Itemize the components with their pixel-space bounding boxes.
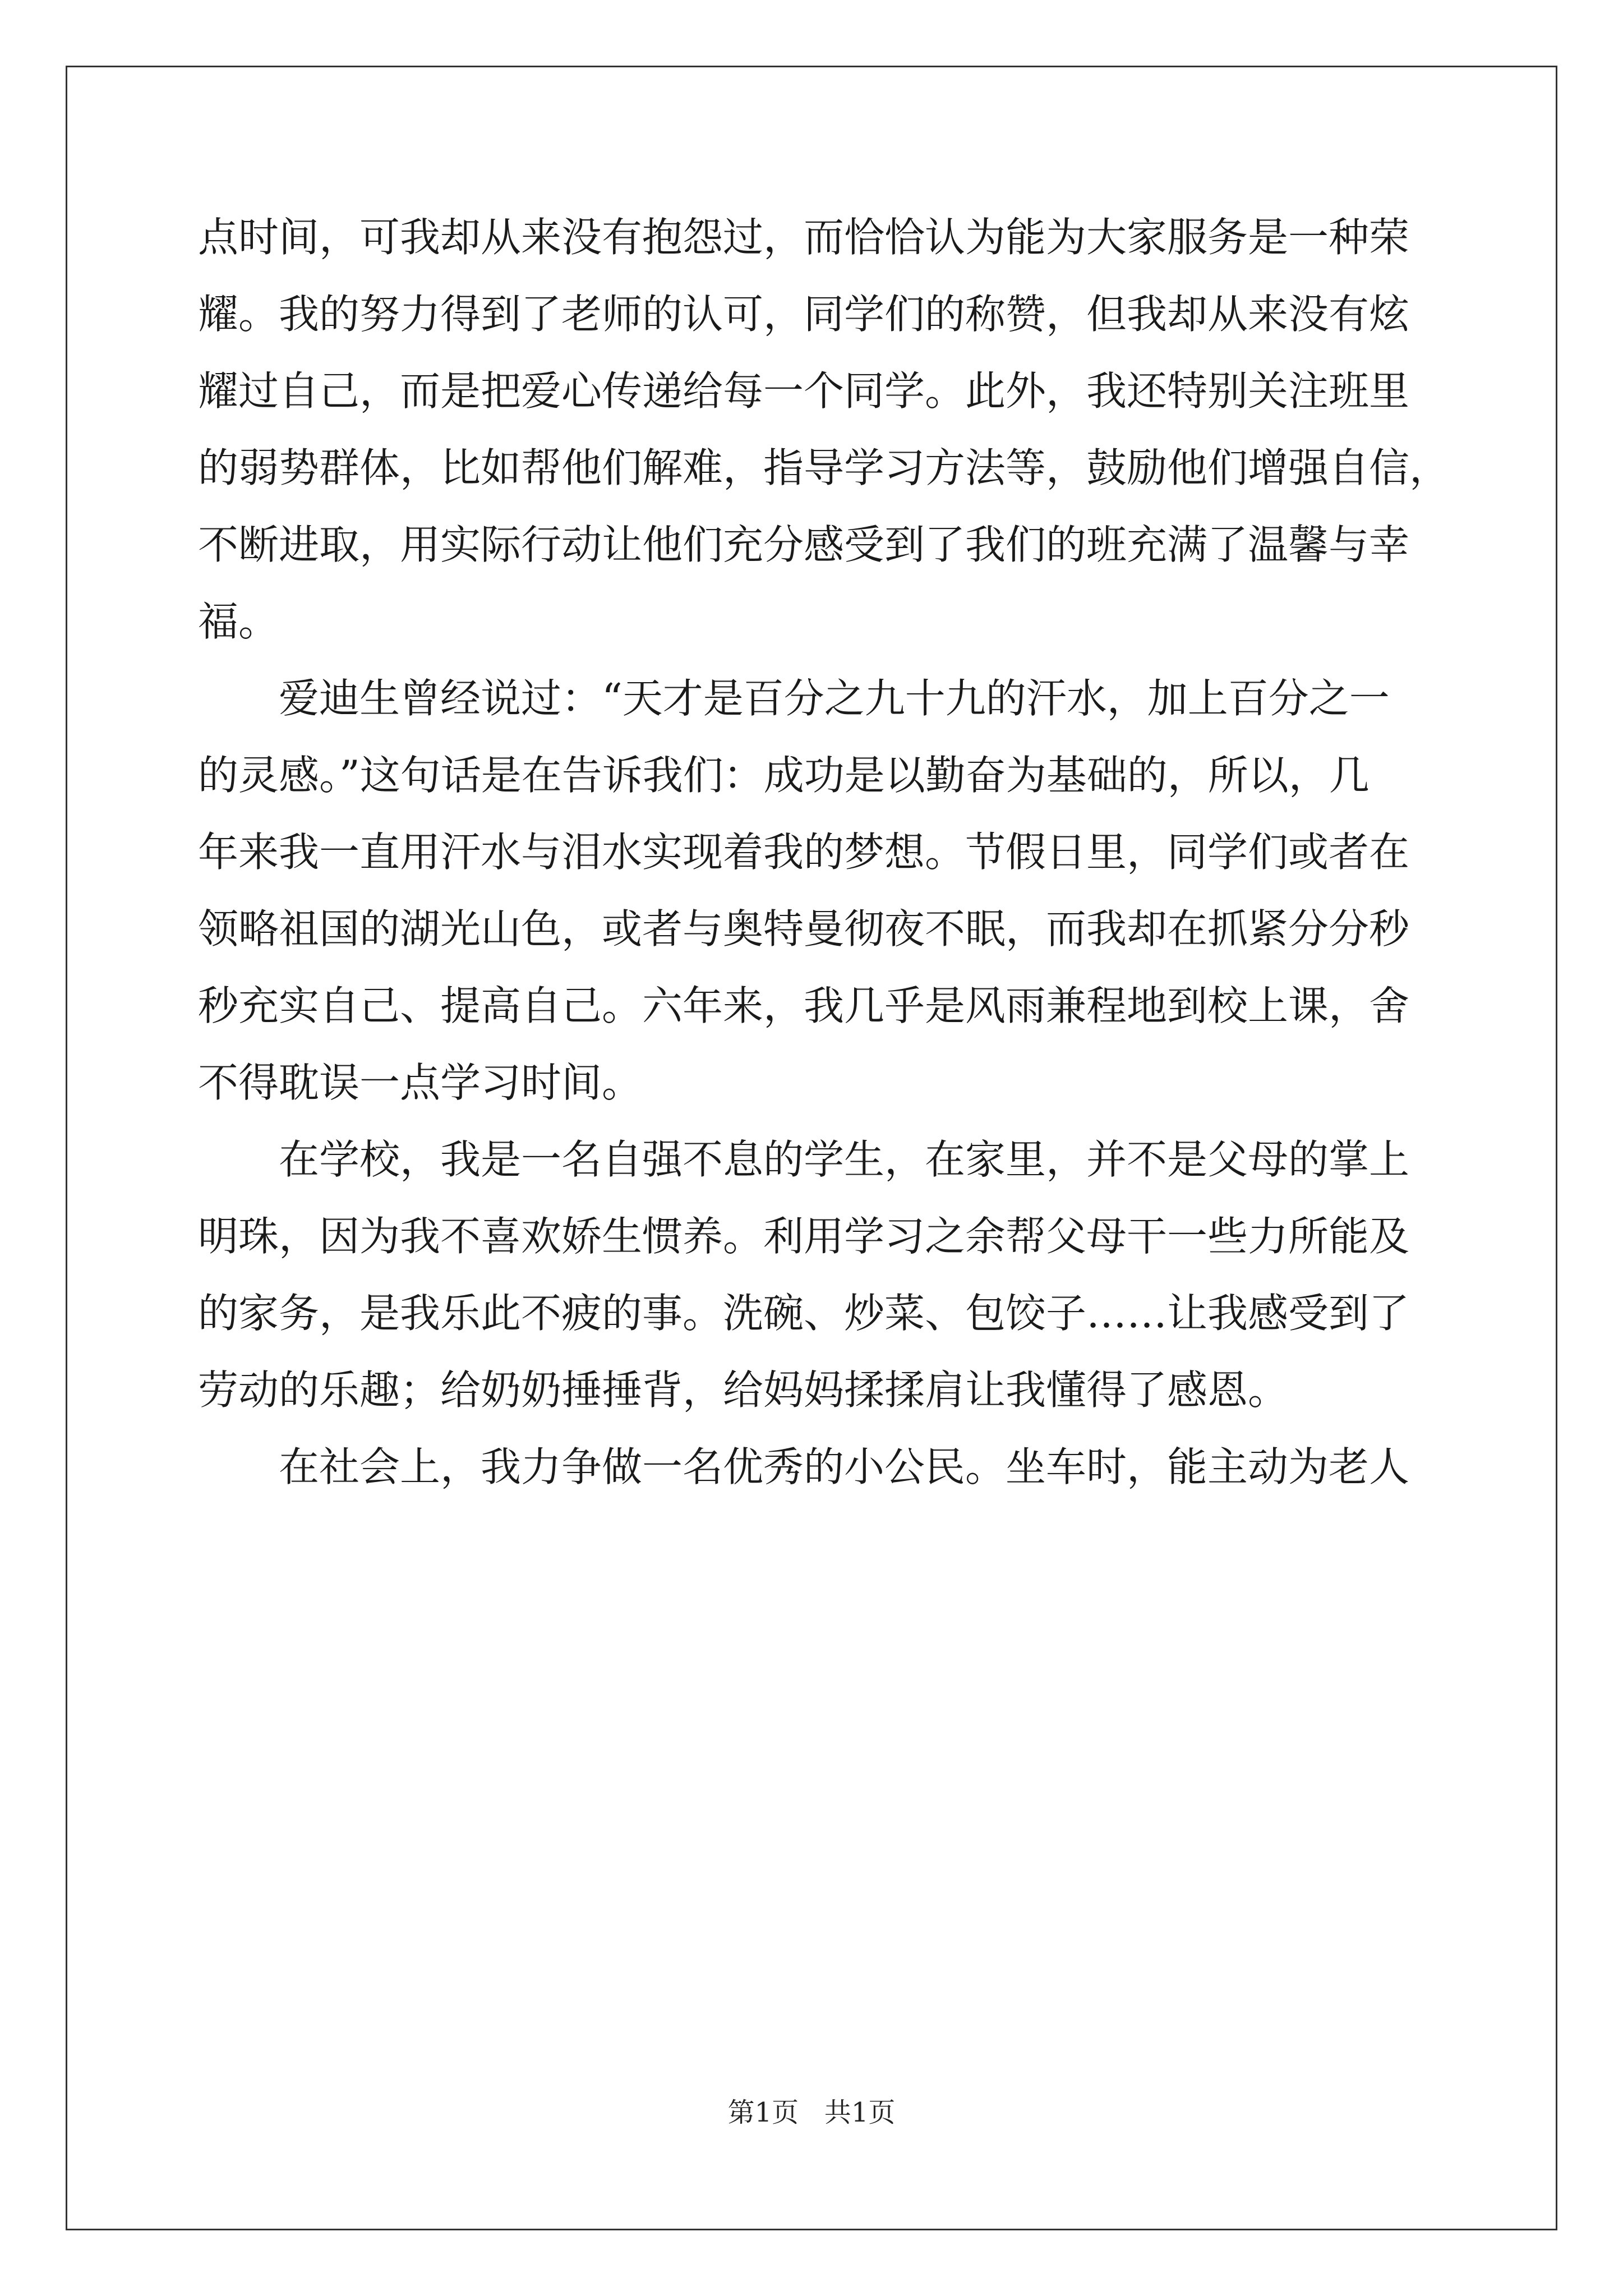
text-line: 不断进取，用实际行动让他们充分感受到了我们的班充满了温馨与幸: [198, 521, 1410, 568]
paragraph: [198, 660, 1460, 1121]
text-line: 的弱势群体，比如帮他们解难，指导学习方法等，鼓励他们增强自信，: [198, 444, 1450, 491]
text-line: 点时间，可我却从来没有抱怨过，而恰恰认为能为大家服务是一种荣: [198, 214, 1410, 261]
text-line: 的灵感。”这句话是在告诉我们：成功是以勤奋为基础的，所以，几: [198, 752, 1370, 799]
text-line: 劳动的乐趣；给奶奶捶捶背，给妈妈揉揉肩让我懂得了感恩。: [198, 1366, 1289, 1414]
document-body: [198, 199, 1460, 1506]
page-number: 第1页: [727, 2097, 799, 2128]
text-line: 福。: [198, 598, 279, 645]
text-line: 秒充实自己、提高自己。六年来，我几乎是风雨兼程地到校上课，舍: [198, 982, 1410, 1029]
paragraph: [198, 199, 1460, 660]
text-line: 的家务，是我乐此不疲的事。洗碗、炒菜、包饺子……让我感受到了: [198, 1290, 1410, 1337]
footer-spacer: [799, 2097, 824, 2128]
text-line: 不得耽误一点学习时间。: [198, 1059, 643, 1106]
text-line: 耀过自己，而是把爱心传递给每一个同学。此外，我还特别关注班里: [198, 367, 1410, 415]
text-line: 耀。我的努力得到了老师的认可，同学们的称赞，但我却从来没有炫: [198, 291, 1410, 338]
paragraph: [198, 1429, 1460, 1506]
paragraph: [198, 1121, 1460, 1429]
page-total: 共1页: [824, 2097, 896, 2128]
text-line: 爱迪生曾经说过：“天才是百分之九十九的汗水，加上百分之一: [279, 675, 1390, 722]
text-line: 在学校，我是一名自强不息的学生，在家里，并不是父母的掌上: [279, 1136, 1410, 1183]
text-line: 领略祖国的湖光山色，或者与奥特曼彻夜不眠，而我却在抓紧分分秒: [198, 905, 1410, 953]
text-line: 年来我一直用汗水与泪水实现着我的梦想。节假日里，同学们或者在: [198, 829, 1410, 876]
text-line: 明珠，因为我不喜欢娇生惯养。利用学习之余帮父母干一些力所能及: [198, 1213, 1410, 1260]
text-line: 在社会上，我力争做一名优秀的小公民。坐车时，能主动为老人: [279, 1443, 1410, 1490]
page-footer: [0, 2096, 1623, 2129]
